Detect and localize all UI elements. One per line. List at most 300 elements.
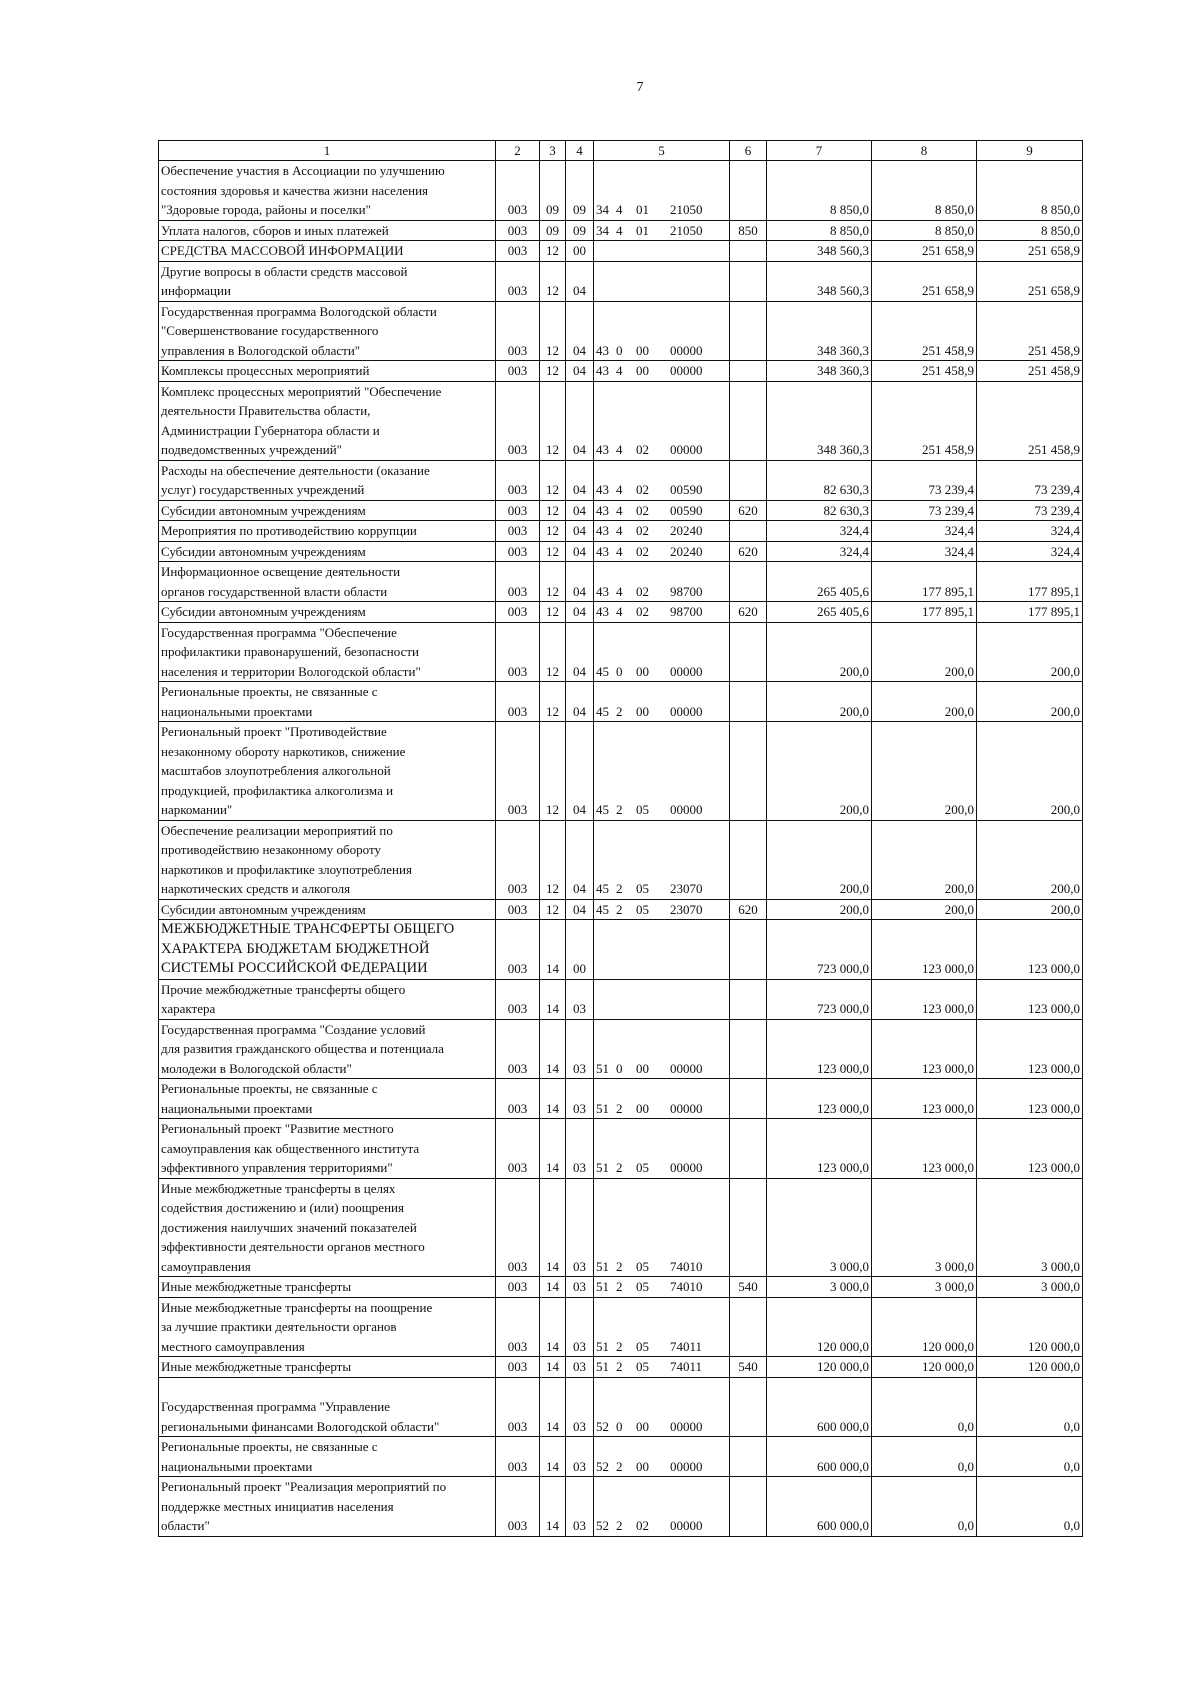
expense-type-code <box>730 381 767 460</box>
subsection-code: 04 <box>566 682 594 722</box>
program-type-code: 4 <box>616 523 623 538</box>
program-type-code: 0 <box>616 663 623 679</box>
row-name: Обеспечение реализации мероприятий по противодействию незаконному обороту наркотиков и профилактике злоупотребления наркотических средств и алкоголя <box>159 820 496 899</box>
section-code: 12 <box>540 460 566 500</box>
program-type-code: 2 <box>616 901 623 917</box>
amount-col-9: 251 658,9 <box>977 261 1083 301</box>
subsection-code: 03 <box>566 1178 594 1277</box>
target-article <box>594 1079 730 1119</box>
ministry-code: 003 <box>496 1357 540 1378</box>
amount-col-7: 265 405,6 <box>767 562 872 602</box>
structure-code: 02 <box>636 502 649 518</box>
section-code: 12 <box>540 301 566 361</box>
subsection-code: 03 <box>566 1119 594 1179</box>
program-code: 43 <box>596 363 609 378</box>
direction-code: 00000 <box>670 703 703 719</box>
structure-code: 05 <box>636 881 649 896</box>
expense-type-code: 620 <box>730 541 767 562</box>
section-code: 12 <box>540 381 566 460</box>
target-article <box>594 899 730 920</box>
target-article <box>594 1477 730 1537</box>
program-type-code: 4 <box>616 202 623 217</box>
ministry-code: 003 <box>496 241 540 262</box>
amount-col-8: 73 239,4 <box>872 500 977 521</box>
direction-code: 00000 <box>670 1100 703 1116</box>
subsection-code: 00 <box>566 241 594 262</box>
ministry-code: 003 <box>496 1178 540 1277</box>
row-name: Государственная программа Вологодской области "Совершенствование государственного управления в Вологодской области" <box>159 301 496 361</box>
table-row <box>159 979 1083 1019</box>
table-row <box>159 241 1083 262</box>
table-row <box>159 1357 1083 1378</box>
program-code: 45 <box>596 663 609 679</box>
program-type-code: 4 <box>616 604 623 619</box>
target-article <box>594 1357 730 1378</box>
program-type-code: 2 <box>616 1359 623 1374</box>
header-cell-8: 8 <box>872 141 977 161</box>
row-name: Региональный проект "Противодействие незаконному обороту наркотиков, снижение масштабов злоупотребления алкогольной продукцией, профилактика алкоголизма и наркомании" <box>159 722 496 821</box>
table-row <box>159 460 1083 500</box>
section-code: 14 <box>540 1119 566 1179</box>
target-article <box>594 541 730 562</box>
ministry-code: 003 <box>496 500 540 521</box>
amount-col-9: 200,0 <box>977 682 1083 722</box>
direction-code: 98700 <box>670 583 703 599</box>
amount-col-8: 251 658,9 <box>872 241 977 262</box>
program-code: 43 <box>596 523 609 538</box>
subsection-code: 04 <box>566 899 594 920</box>
direction-code: 00000 <box>670 442 703 457</box>
program-type-code: 2 <box>616 1160 623 1175</box>
structure-code: 05 <box>636 802 649 817</box>
section-code: 14 <box>540 920 566 980</box>
table-body <box>159 141 1083 1537</box>
amount-col-7: 200,0 <box>767 622 872 682</box>
section-code: 12 <box>540 500 566 521</box>
amount-col-9: 251 458,9 <box>977 381 1083 460</box>
amount-col-8: 123 000,0 <box>872 1019 977 1079</box>
program-type-code: 0 <box>616 1418 623 1434</box>
subsection-code: 04 <box>566 820 594 899</box>
table-row <box>159 1019 1083 1079</box>
table-row <box>159 1437 1083 1477</box>
section-code: 12 <box>540 820 566 899</box>
direction-code: 00000 <box>670 802 703 817</box>
structure-code: 02 <box>636 583 649 599</box>
table-row <box>159 1277 1083 1298</box>
target-article <box>594 381 730 460</box>
structure-code: 01 <box>636 202 649 217</box>
row-name: Другие вопросы в области средств массовой информации <box>159 261 496 301</box>
structure-code: 01 <box>636 222 649 238</box>
amount-col-8: 0,0 <box>872 1437 977 1477</box>
subsection-code: 03 <box>566 979 594 1019</box>
row-name: Региональные проекты, не связанные с национальными проектами <box>159 682 496 722</box>
expense-type-code: 620 <box>730 899 767 920</box>
subsection-code: 04 <box>566 722 594 821</box>
program-code: 51 <box>596 1160 609 1175</box>
target-article <box>594 682 730 722</box>
program-code: 43 <box>596 482 609 497</box>
amount-col-9: 123 000,0 <box>977 920 1083 980</box>
table-row <box>159 1297 1083 1357</box>
expense-type-code <box>730 460 767 500</box>
table-row <box>159 161 1083 221</box>
program-type-code: 2 <box>616 802 623 817</box>
target-article <box>594 301 730 361</box>
row-name: Региональный проект "Реализация мероприятий по поддержке местных инициатив населения области" <box>159 1477 496 1537</box>
amount-col-8: 251 458,9 <box>872 301 977 361</box>
row-name: Иные межбюджетные трансферты в целях содействия достижению и (или) поощрения достижения наилучших значений показателей эффективности деятельности органов местного самоуправления <box>159 1178 496 1277</box>
row-name: Комплекс процессных мероприятий "Обеспечение деятельности Правительства области, Администрации Губернатора области и подведомственных учреждений" <box>159 381 496 460</box>
direction-code: 00590 <box>670 482 703 497</box>
target-article <box>594 820 730 899</box>
header-cell-4: 4 <box>566 141 594 161</box>
amount-col-7: 348 360,3 <box>767 361 872 382</box>
ministry-code: 003 <box>496 381 540 460</box>
ministry-code: 003 <box>496 1277 540 1298</box>
amount-col-9: 8 850,0 <box>977 161 1083 221</box>
subsection-code: 04 <box>566 460 594 500</box>
ministry-code: 003 <box>496 602 540 623</box>
amount-col-7: 723 000,0 <box>767 920 872 980</box>
amount-col-9: 120 000,0 <box>977 1357 1083 1378</box>
ministry-code: 003 <box>496 161 540 221</box>
row-name: Государственная программа "Создание условий для развития гражданского общества и потенциала молодежи в Вологодской области" <box>159 1019 496 1079</box>
amount-col-9: 0,0 <box>977 1437 1083 1477</box>
amount-col-7: 3 000,0 <box>767 1178 872 1277</box>
row-name: Региональные проекты, не связанные с национальными проектами <box>159 1079 496 1119</box>
program-type-code: 2 <box>616 1338 623 1354</box>
target-article <box>594 161 730 221</box>
program-code: 52 <box>596 1458 609 1474</box>
section-code: 12 <box>540 521 566 542</box>
subsection-code: 03 <box>566 1019 594 1079</box>
section-code: 12 <box>540 541 566 562</box>
program-type-code: 4 <box>616 222 623 238</box>
target-article <box>594 1019 730 1079</box>
amount-col-9: 73 239,4 <box>977 500 1083 521</box>
structure-code: 02 <box>636 482 649 497</box>
table-row <box>159 500 1083 521</box>
program-code: 45 <box>596 802 609 817</box>
structure-code: 05 <box>636 1338 649 1354</box>
structure-code: 05 <box>636 1160 649 1175</box>
program-code: 43 <box>596 502 609 518</box>
target-article <box>594 460 730 500</box>
amount-col-7: 3 000,0 <box>767 1277 872 1298</box>
direction-code: 00000 <box>670 1518 703 1533</box>
subsection-code: 03 <box>566 1437 594 1477</box>
section-code: 14 <box>540 979 566 1019</box>
target-article <box>594 602 730 623</box>
ministry-code: 003 <box>496 899 540 920</box>
row-name: СРЕДСТВА МАССОВОЙ ИНФОРМАЦИИ <box>159 241 496 262</box>
ministry-code: 003 <box>496 979 540 1019</box>
row-name: Иные межбюджетные трансферты <box>159 1357 496 1378</box>
header-cell-6: 6 <box>730 141 767 161</box>
amount-col-8: 0,0 <box>872 1377 977 1437</box>
amount-col-9: 73 239,4 <box>977 460 1083 500</box>
direction-code: 00000 <box>670 1418 703 1434</box>
ministry-code: 003 <box>496 682 540 722</box>
expense-type-code <box>730 920 767 980</box>
amount-col-7: 200,0 <box>767 682 872 722</box>
amount-col-7: 123 000,0 <box>767 1119 872 1179</box>
amount-col-8: 123 000,0 <box>872 920 977 980</box>
structure-code: 05 <box>636 1258 649 1274</box>
subsection-code: 04 <box>566 381 594 460</box>
amount-col-8: 324,4 <box>872 541 977 562</box>
amount-col-8: 120 000,0 <box>872 1357 977 1378</box>
expense-type-code: 850 <box>730 220 767 241</box>
direction-code: 00000 <box>670 1458 703 1474</box>
table-row <box>159 1377 1083 1437</box>
program-type-code: 4 <box>616 442 623 457</box>
section-code: 14 <box>540 1277 566 1298</box>
row-name: Иные межбюджетные трансферты <box>159 1277 496 1298</box>
direction-code: 00000 <box>670 1060 703 1076</box>
amount-col-9: 200,0 <box>977 622 1083 682</box>
amount-col-7: 324,4 <box>767 521 872 542</box>
amount-col-7: 200,0 <box>767 899 872 920</box>
amount-col-7: 82 630,3 <box>767 460 872 500</box>
direction-code: 00000 <box>670 342 703 358</box>
ministry-code: 003 <box>496 920 540 980</box>
amount-col-9: 251 658,9 <box>977 241 1083 262</box>
expense-type-code <box>730 622 767 682</box>
subsection-code: 03 <box>566 1079 594 1119</box>
program-code: 45 <box>596 703 609 719</box>
row-name: Обеспечение участия в Ассоциации по улучшению состояния здоровья и качества жизни населения "Здоровые города, районы и поселки" <box>159 161 496 221</box>
expense-type-code <box>730 682 767 722</box>
ministry-code: 003 <box>496 622 540 682</box>
direction-code: 20240 <box>670 543 703 559</box>
amount-col-8: 324,4 <box>872 521 977 542</box>
ministry-code: 003 <box>496 521 540 542</box>
expense-type-code <box>730 261 767 301</box>
table-row <box>159 541 1083 562</box>
expense-type-code <box>730 1019 767 1079</box>
amount-col-7: 123 000,0 <box>767 1079 872 1119</box>
amount-col-7: 123 000,0 <box>767 1019 872 1079</box>
amount-col-9: 251 458,9 <box>977 301 1083 361</box>
amount-col-8: 123 000,0 <box>872 1079 977 1119</box>
target-article <box>594 261 730 301</box>
subsection-code: 04 <box>566 500 594 521</box>
direction-code: 74010 <box>670 1258 703 1274</box>
ministry-code: 003 <box>496 722 540 821</box>
table-row <box>159 381 1083 460</box>
amount-col-8: 200,0 <box>872 722 977 821</box>
target-article <box>594 521 730 542</box>
program-type-code: 4 <box>616 543 623 559</box>
amount-col-8: 251 458,9 <box>872 361 977 382</box>
expense-type-code <box>730 820 767 899</box>
section-code: 09 <box>540 220 566 241</box>
section-code: 12 <box>540 602 566 623</box>
table-row <box>159 899 1083 920</box>
amount-col-9: 324,4 <box>977 521 1083 542</box>
amount-col-7: 8 850,0 <box>767 161 872 221</box>
direction-code: 23070 <box>670 881 703 896</box>
subsection-code: 09 <box>566 220 594 241</box>
table-row <box>159 682 1083 722</box>
direction-code: 74011 <box>670 1338 703 1354</box>
expense-type-code: 620 <box>730 500 767 521</box>
table-row <box>159 1477 1083 1537</box>
expense-type-code <box>730 521 767 542</box>
program-code: 45 <box>596 901 609 917</box>
amount-col-9: 0,0 <box>977 1477 1083 1537</box>
structure-code: 02 <box>636 543 649 559</box>
program-code: 51 <box>596 1359 609 1374</box>
row-name: Уплата налогов, сборов и иных платежей <box>159 220 496 241</box>
amount-col-9: 120 000,0 <box>977 1297 1083 1357</box>
program-type-code: 2 <box>616 1258 623 1274</box>
amount-col-9: 123 000,0 <box>977 1079 1083 1119</box>
amount-col-8: 3 000,0 <box>872 1178 977 1277</box>
expense-type-code <box>730 361 767 382</box>
program-type-code: 4 <box>616 482 623 497</box>
program-type-code: 0 <box>616 1060 623 1076</box>
program-code: 43 <box>596 442 609 457</box>
amount-col-9: 200,0 <box>977 820 1083 899</box>
direction-code: 00000 <box>670 1160 703 1175</box>
subsection-code: 04 <box>566 261 594 301</box>
amount-col-7: 600 000,0 <box>767 1437 872 1477</box>
header-cell-9: 9 <box>977 141 1083 161</box>
amount-col-8: 8 850,0 <box>872 220 977 241</box>
target-article <box>594 1377 730 1437</box>
amount-col-8: 123 000,0 <box>872 1119 977 1179</box>
amount-col-8: 200,0 <box>872 622 977 682</box>
amount-col-7: 348 360,3 <box>767 301 872 361</box>
row-name: Государственная программа "Обеспечение профилактики правонарушений, безопасности населения и территории Вологодской области" <box>159 622 496 682</box>
subsection-code: 09 <box>566 161 594 221</box>
subsection-code: 00 <box>566 920 594 980</box>
amount-col-8: 177 895,1 <box>872 562 977 602</box>
expense-type-code: 620 <box>730 602 767 623</box>
amount-col-8: 120 000,0 <box>872 1297 977 1357</box>
subsection-code: 04 <box>566 622 594 682</box>
structure-code: 05 <box>636 901 649 917</box>
table-row <box>159 820 1083 899</box>
amount-col-7: 120 000,0 <box>767 1357 872 1378</box>
ministry-code: 003 <box>496 361 540 382</box>
ministry-code: 003 <box>496 261 540 301</box>
ministry-code: 003 <box>496 541 540 562</box>
header-cell-7: 7 <box>767 141 872 161</box>
section-code: 14 <box>540 1178 566 1277</box>
structure-code: 00 <box>636 1060 649 1076</box>
row-name: МЕЖБЮДЖЕТНЫЕ ТРАНСФЕРТЫ ОБЩЕГО ХАРАКТЕРА БЮДЖЕТАМ БЮДЖЕТНОЙ СИСТЕМЫ РОССИЙСКОЙ ФЕДЕРАЦИИ <box>159 920 496 980</box>
target-article <box>594 722 730 821</box>
row-name: Информационное освещение деятельности органов государственной власти области <box>159 562 496 602</box>
row-name: Мероприятия по противодействию коррупции <box>159 521 496 542</box>
ministry-code: 003 <box>496 1079 540 1119</box>
subsection-code: 03 <box>566 1377 594 1437</box>
amount-col-7: 348 560,3 <box>767 241 872 262</box>
expense-type-code <box>730 1437 767 1477</box>
subsection-code: 03 <box>566 1357 594 1378</box>
amount-col-9: 200,0 <box>977 722 1083 821</box>
subsection-code: 04 <box>566 301 594 361</box>
amount-col-9: 123 000,0 <box>977 979 1083 1019</box>
header-cell-5: 5 <box>594 141 730 161</box>
ministry-code: 003 <box>496 1019 540 1079</box>
table-row <box>159 301 1083 361</box>
amount-col-9: 324,4 <box>977 541 1083 562</box>
header-cell-2: 2 <box>496 141 540 161</box>
amount-col-9: 3 000,0 <box>977 1178 1083 1277</box>
amount-col-8: 200,0 <box>872 820 977 899</box>
amount-col-7: 120 000,0 <box>767 1297 872 1357</box>
program-type-code: 2 <box>616 1518 623 1533</box>
table-row <box>159 1178 1083 1277</box>
amount-col-7: 348 560,3 <box>767 261 872 301</box>
structure-code: 02 <box>636 442 649 457</box>
structure-code: 02 <box>636 523 649 538</box>
target-article <box>594 1297 730 1357</box>
table-row <box>159 722 1083 821</box>
subsection-code: 03 <box>566 1277 594 1298</box>
expense-type-code <box>730 1119 767 1179</box>
expense-type-code <box>730 301 767 361</box>
structure-code: 00 <box>636 1100 649 1116</box>
amount-col-7: 723 000,0 <box>767 979 872 1019</box>
direction-code: 21050 <box>670 222 703 238</box>
structure-code: 00 <box>636 342 649 358</box>
section-code: 14 <box>540 1357 566 1378</box>
structure-code: 05 <box>636 1359 649 1374</box>
table-row <box>159 562 1083 602</box>
amount-col-9: 251 458,9 <box>977 361 1083 382</box>
header-row <box>159 141 1083 161</box>
program-code: 51 <box>596 1060 609 1076</box>
program-type-code: 2 <box>616 881 623 896</box>
amount-col-8: 177 895,1 <box>872 602 977 623</box>
target-article <box>594 920 730 980</box>
budget-table <box>158 140 1083 1537</box>
target-article <box>594 979 730 1019</box>
section-code: 14 <box>540 1377 566 1437</box>
subsection-code: 04 <box>566 361 594 382</box>
structure-code: 00 <box>636 1418 649 1434</box>
amount-col-7: 348 360,3 <box>767 381 872 460</box>
table-row <box>159 261 1083 301</box>
program-type-code: 4 <box>616 502 623 518</box>
program-code: 45 <box>596 881 609 896</box>
program-type-code: 2 <box>616 1100 623 1116</box>
row-name: Субсидии автономным учреждениям <box>159 899 496 920</box>
program-code: 34 <box>596 222 609 238</box>
amount-col-9: 8 850,0 <box>977 220 1083 241</box>
expense-type-code <box>730 1178 767 1277</box>
row-name: Иные межбюджетные трансферты на поощрение за лучшие практики деятельности органов местного самоуправления <box>159 1297 496 1357</box>
row-name: Региональный проект "Развитие местного самоуправления как общественного института эффективного управления территориями" <box>159 1119 496 1179</box>
section-code: 12 <box>540 899 566 920</box>
subsection-code: 03 <box>566 1477 594 1537</box>
row-name: Государственная программа "Управление региональными финансами Вологодской области" <box>159 1377 496 1437</box>
direction-code: 23070 <box>670 901 703 917</box>
expense-type-code <box>730 1477 767 1537</box>
amount-col-9: 177 895,1 <box>977 602 1083 623</box>
amount-col-7: 600 000,0 <box>767 1477 872 1537</box>
table-row <box>159 622 1083 682</box>
amount-col-9: 0,0 <box>977 1377 1083 1437</box>
target-article <box>594 361 730 382</box>
